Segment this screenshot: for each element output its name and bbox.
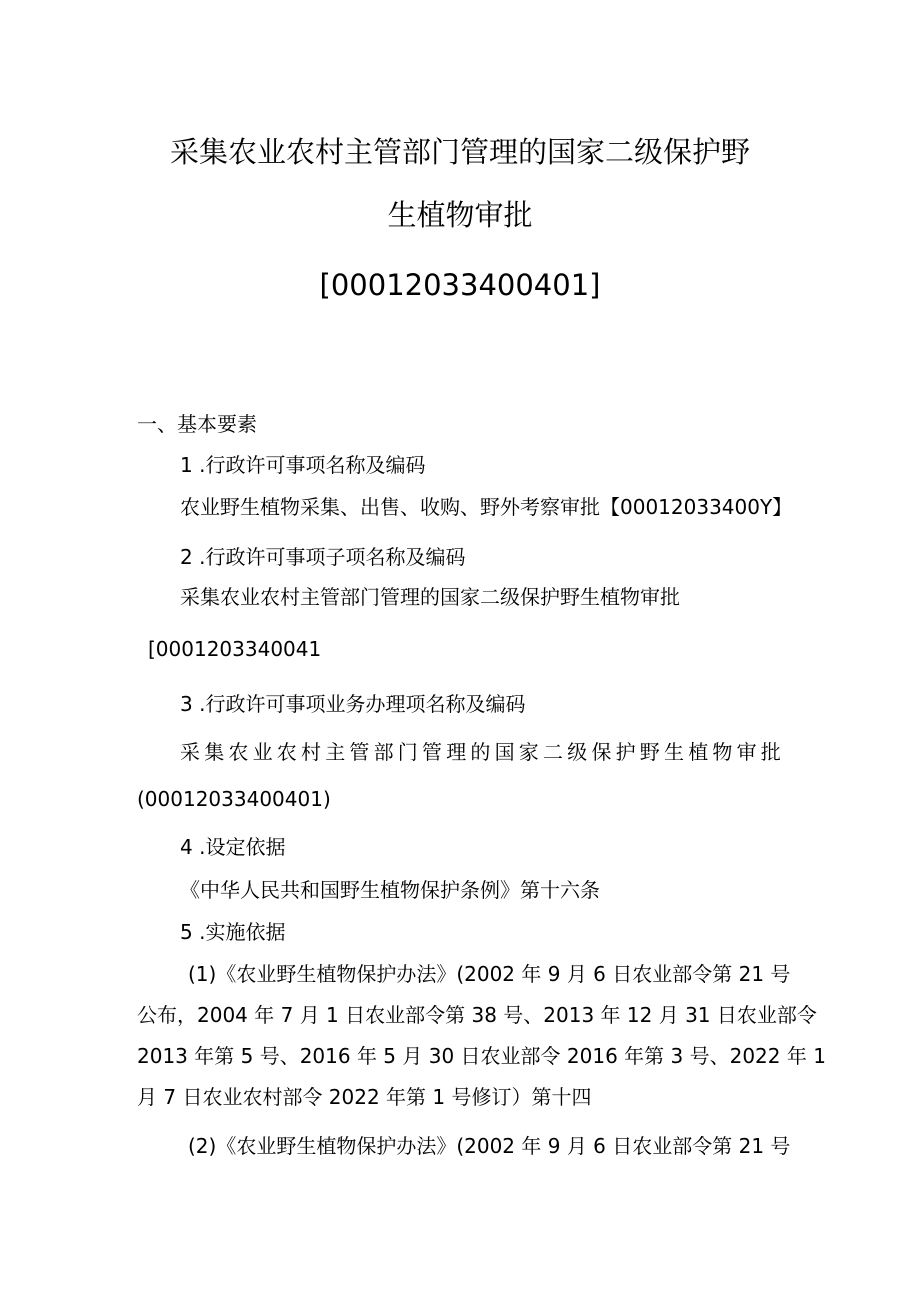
basis-2-line-1: (2)《农业野生植物保护办法》(2002 年 9 月 6 日农业部令第 21 号 (188, 1134, 791, 1158)
section-heading: 一、基本要素 (137, 412, 257, 436)
item-5-label: 5 .实施依据 (180, 920, 286, 944)
item-4-value: 《中华人民共和国野生植物保护条例》第十六条 (180, 878, 600, 902)
item-4-label: 4 .设定依据 (180, 835, 286, 859)
basis-1-line-3: 2013 年第 5 号、2016 年 5 月 30 日农业部令 2016 年第 3 号、2022 年 1 (137, 1044, 826, 1068)
basis-1-line-1: (1)《农业野生植物保护办法》(2002 年 9 月 6 日农业部令第 21 号 (188, 962, 791, 986)
item-3-code: (00012033400401) (137, 787, 331, 811)
item-1-value: 农业野生植物采集、出售、收购、野外考察审批【00012033400Y】 (180, 495, 793, 519)
title-line-2: 生植物审批 (387, 198, 533, 232)
basis-1-line-4: 月 7 日农业农村部令 2022 年第 1 号修订）第十四 (137, 1085, 592, 1109)
item-3-label: 3 .行政许可事项业务办理项名称及编码 (180, 692, 526, 716)
basis-1-line-2: 公布，2004 年 7 月 1 日农业部令第 38 号、2013 年 12 月 31 日农业部令 (137, 1003, 817, 1027)
item-2-label: 2 .行政许可事项子项名称及编码 (180, 545, 466, 569)
title-code: [00012033400401] (319, 268, 601, 302)
item-3-value: 采集农业农村主管部门管理的国家二级保护野生植物审批 (180, 740, 785, 764)
item-1-label: 1 .行政许可事项名称及编码 (180, 453, 426, 477)
title-line-1: 采集农业农村主管部门管理的国家二级保护野 (169, 135, 750, 169)
item-2-code: [0001203340041 (148, 637, 322, 661)
item-2-value: 采集农业农村主管部门管理的国家二级保护野生植物审批 (180, 585, 680, 609)
